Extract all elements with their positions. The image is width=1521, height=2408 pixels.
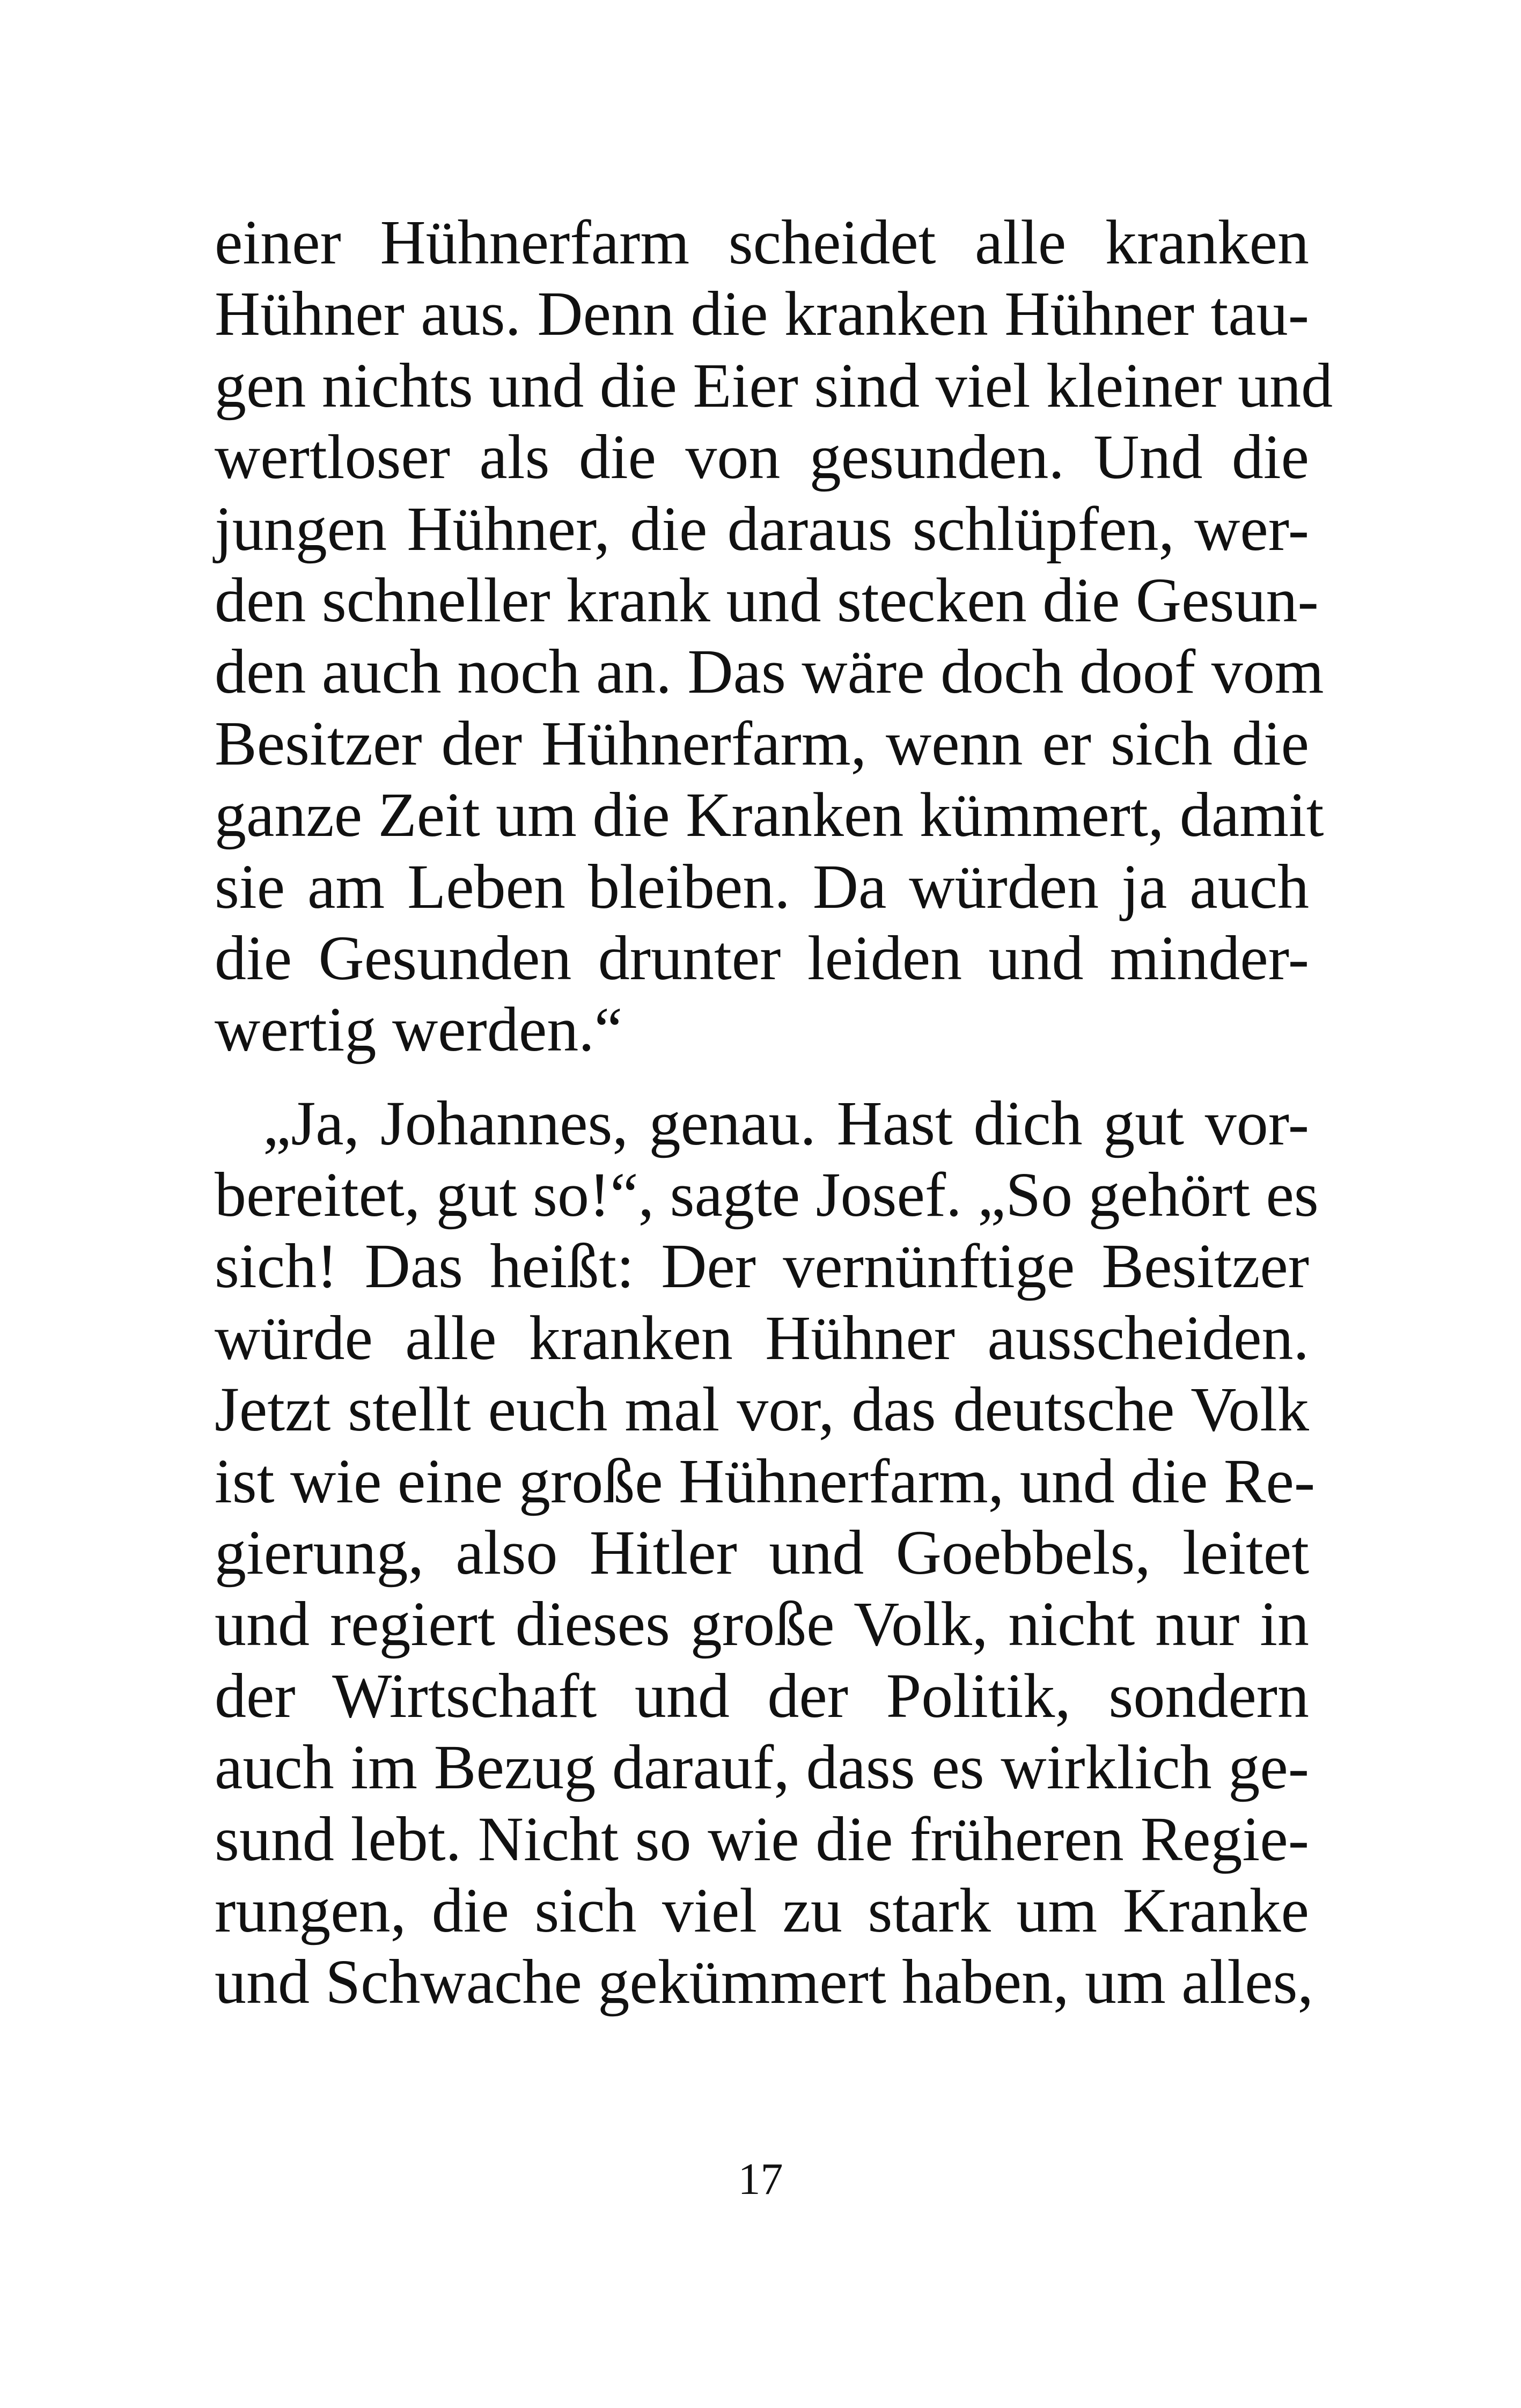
text-line: wertloser als die von gesunden. Und die xyxy=(215,422,1309,493)
text-line: rungen, die sich viel zu stark um Kranke xyxy=(215,1875,1309,1946)
text-line: den schneller krank und stecken die Gesun- xyxy=(215,564,1319,635)
text-line: gierung, also Hitler und Goebbels, leitet xyxy=(215,1517,1309,1588)
paragraph-gap xyxy=(215,1066,1309,1088)
text-line: jungen Hühner, die daraus schlüpfen, wer- xyxy=(215,493,1309,564)
text-line: der Wirtschaft und der Politik, sondern xyxy=(215,1660,1309,1731)
text-line: ganze Zeit um die Kranken kümmert, damit xyxy=(215,780,1324,850)
text-line: ist wie eine große Hühnerfarm, und die Re- xyxy=(215,1445,1316,1516)
page-number: 17 xyxy=(738,2154,783,2204)
text-line: „Ja, Johannes, genau. Hast dich gut vor- xyxy=(263,1088,1309,1158)
text-line: Jetzt stellt euch mal vor, das deutsche Volk xyxy=(215,1374,1309,1445)
text-line: sund lebt. Nicht so wie die früheren Regie- xyxy=(215,1803,1309,1874)
text-line: einer Hühnerfarm scheidet alle kranken xyxy=(215,207,1309,277)
text-line: sich! Das heißt: Der vernünftige Besitzer xyxy=(215,1231,1309,1302)
text-line: und Schwache gekümmert haben, um alles, xyxy=(215,1947,1314,2017)
text-line: den auch noch an. Das wäre doch doof vom xyxy=(215,636,1324,707)
text-line: Hühner aus. Denn die kranken Hühner tau- xyxy=(215,278,1309,349)
text-line: Besitzer der Hühnerfarm, wenn er sich die xyxy=(215,708,1309,779)
text-line: und regiert dieses große Volk, nicht nur in xyxy=(215,1589,1309,1660)
text-line: wertig werden.“ xyxy=(215,994,623,1065)
text-line: würde alle kranken Hühner ausscheiden. xyxy=(215,1302,1309,1373)
text-line: sie am Leben bleiben. Da würden ja auch xyxy=(215,851,1309,922)
text-line: gen nichts und die Eier sind viel kleiner und xyxy=(215,350,1333,421)
text-line: bereitet, gut so!“, sagte Josef. „So gehört es xyxy=(215,1159,1319,1230)
body-text xyxy=(215,207,1333,2018)
text-line: auch im Bezug darauf, dass es wirklich ge- xyxy=(215,1732,1309,1803)
text-line: die Gesunden drunter leiden und minder- xyxy=(215,922,1309,993)
